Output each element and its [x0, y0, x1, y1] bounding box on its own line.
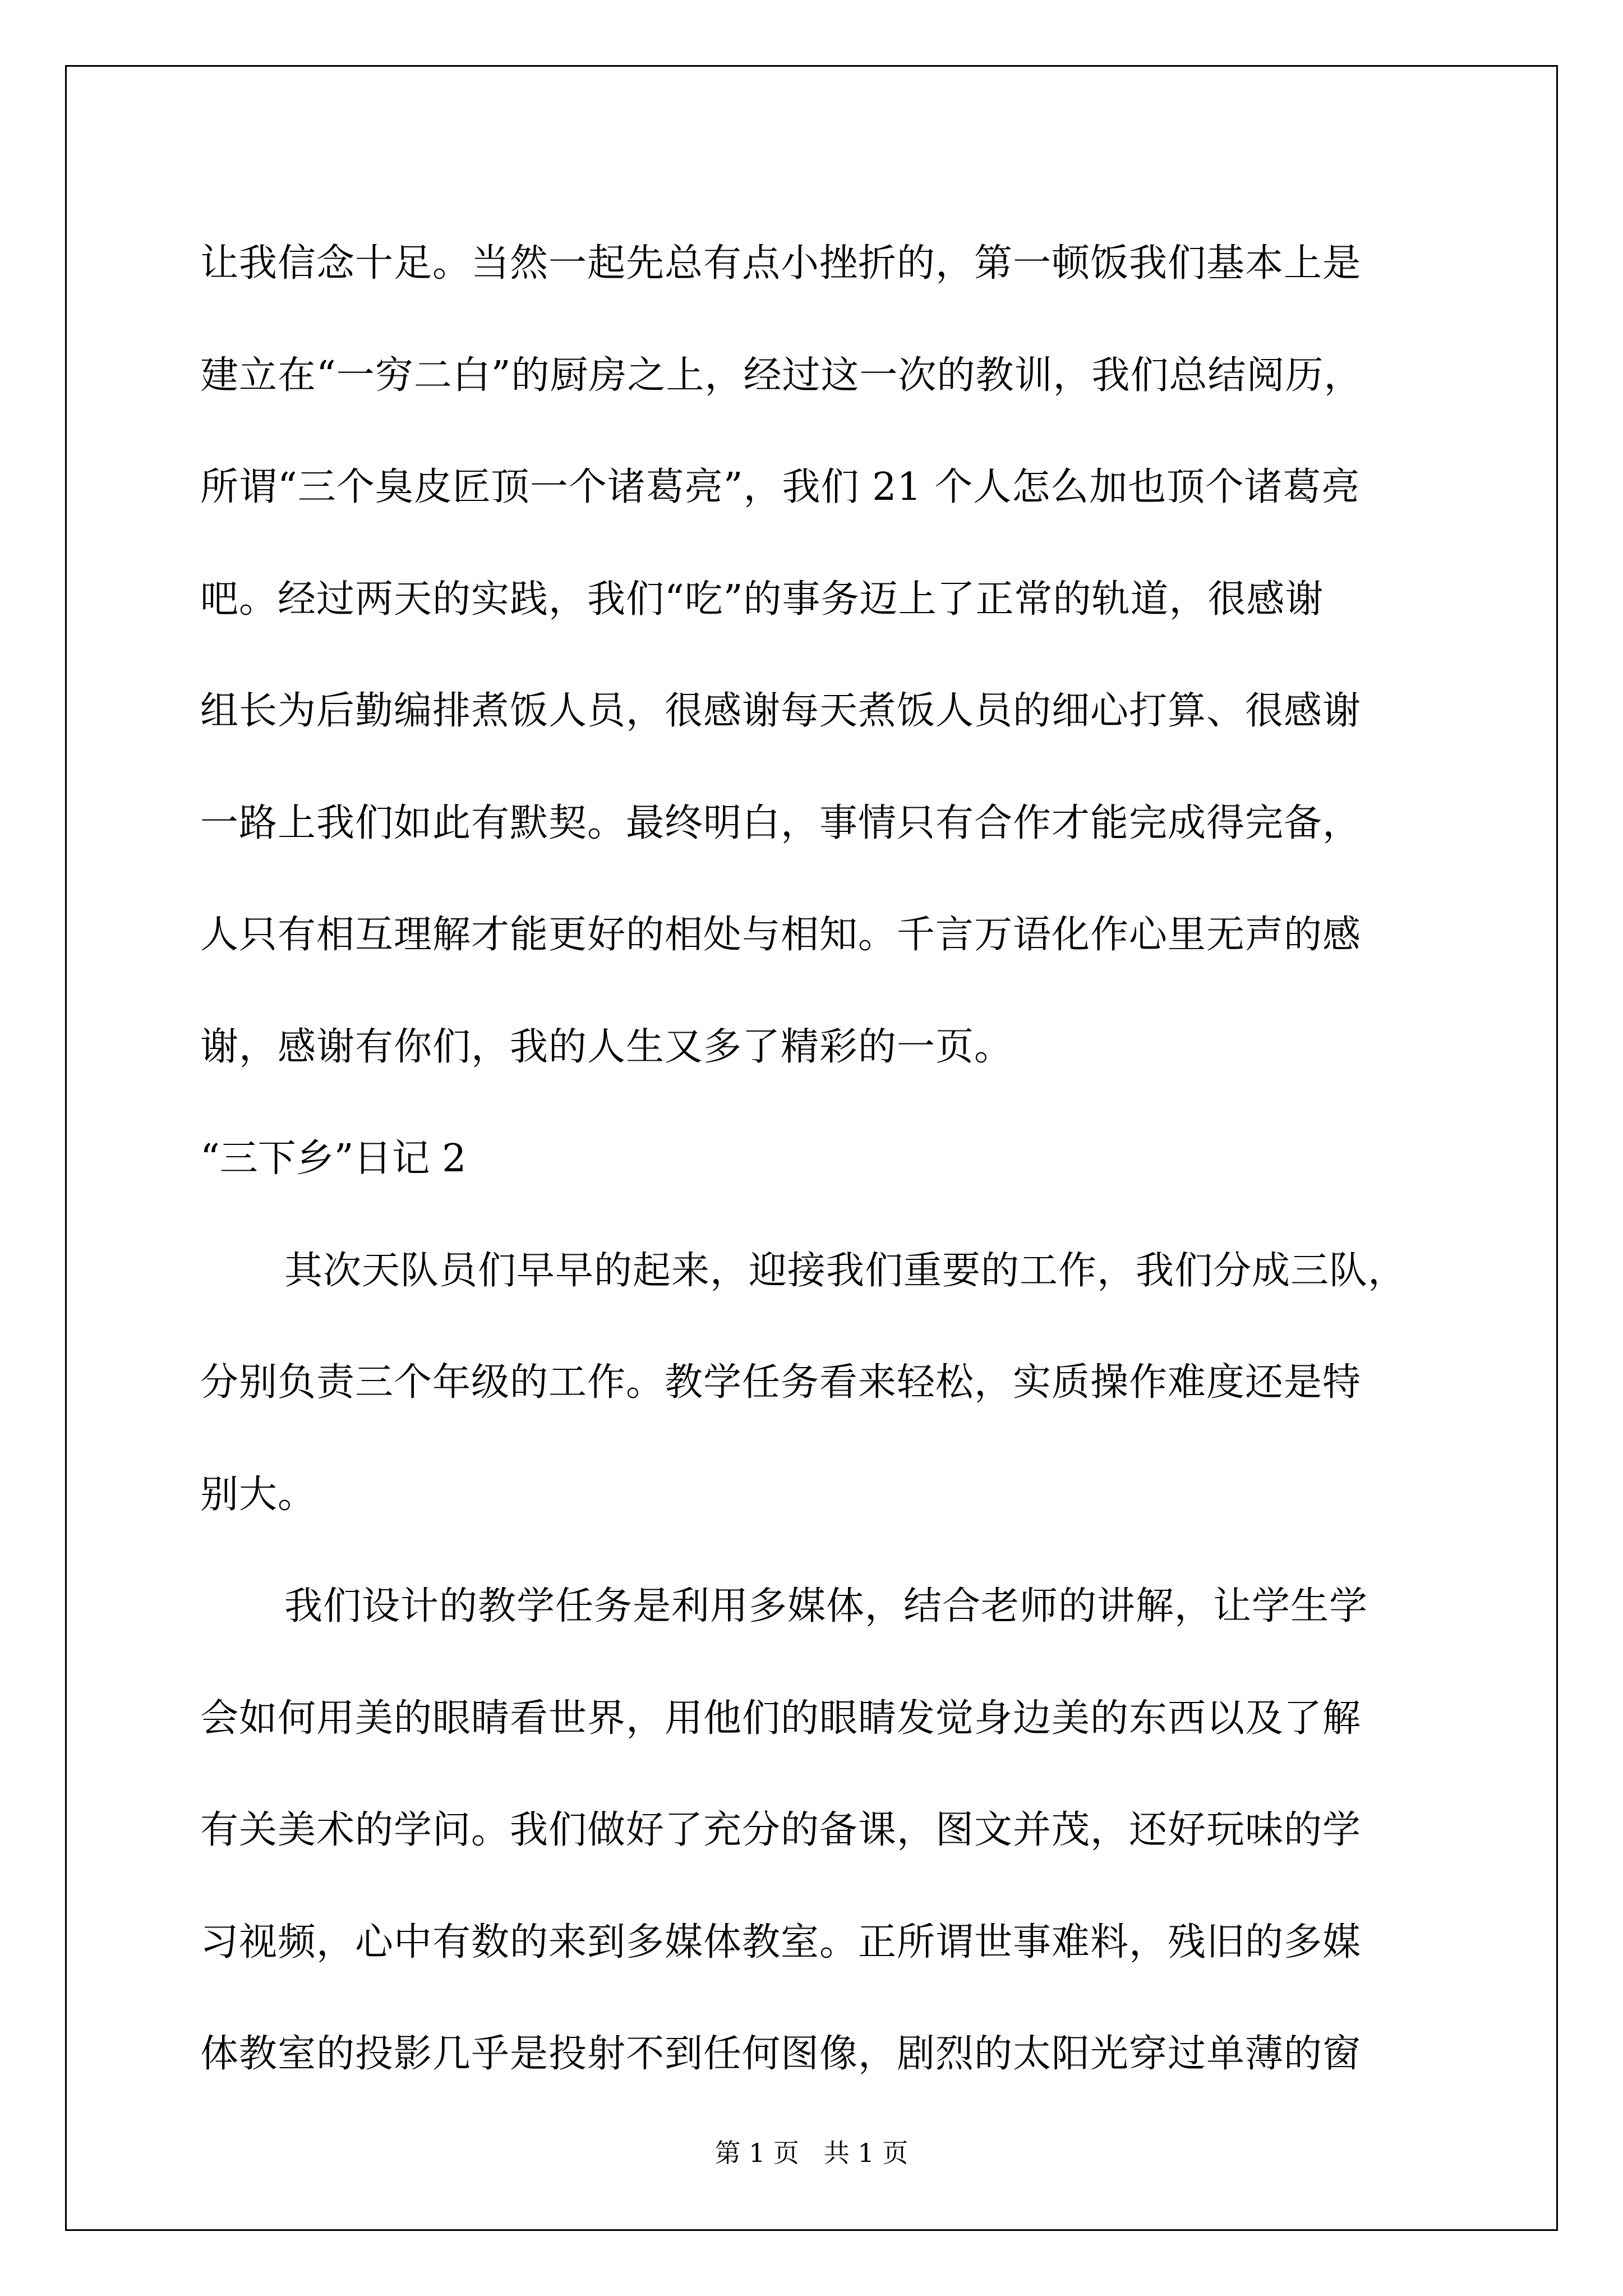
text-line: 吧。经过两天的实践，我们“吃”的事务迈上了正常的轨道，很感谢	[200, 577, 1324, 622]
text-line: 别大。	[200, 1472, 317, 1517]
page-footer: 第 1 页 共 1 页	[714, 2138, 909, 2168]
text-line: 组长为后勤编排煮饭人员，很感谢每天煮饭人员的细心打算、很感谢	[200, 689, 1362, 733]
text-line: 分别负责三个年级的工作。教学任务看来轻松，实质操作难度还是特	[200, 1360, 1362, 1405]
document-body	[200, 208, 1428, 2110]
text-line: 一路上我们如此有默契。最终明白，事情只有合作才能完成得完备，	[200, 800, 1362, 845]
text-line: 建立在“一穷二白”的厨房之上，经过这一次的教训，我们总结阅历，	[200, 353, 1363, 398]
text-line: 习视频，心中有数的来到多媒体教室。正所谓世事难料，残旧的多媒	[200, 1920, 1362, 1964]
text-line: 谢，感谢有你们，我的人生又多了精彩的一页。	[200, 1024, 1013, 1069]
text-line: 有关美术的学问。我们做好了充分的备课，图文并茂，还好玩味的学	[200, 1808, 1362, 1852]
text-line: 我们设计的教学任务是利用多媒体，结合老师的讲解，让学生学	[284, 1584, 1368, 1628]
text-line: 体教室的投影几乎是投射不到任何图像，剧烈的太阳光穿过单薄的窗	[200, 2032, 1362, 2076]
text-line: 让我信念十足。当然一起先总有点小挫折的，第一顿饭我们基本上是	[200, 241, 1362, 286]
section-heading: “三下乡”日记 2	[200, 1137, 467, 1181]
text-line: 所谓“三个臭皮匠顶一个诸葛亮”，我们 21 个人怎么加也顶个诸葛亮	[200, 465, 1361, 509]
text-line: 其次天队员们早早的起来，迎接我们重要的工作，我们分成三队，	[284, 1248, 1407, 1293]
text-line: 人只有相互理解才能更好的相处与相知。千言万语化作心里无声的感	[200, 913, 1362, 957]
text-line: 会如何用美的眼睛看世界，用他们的眼睛发觉身边美的东西以及了解	[200, 1696, 1362, 1741]
